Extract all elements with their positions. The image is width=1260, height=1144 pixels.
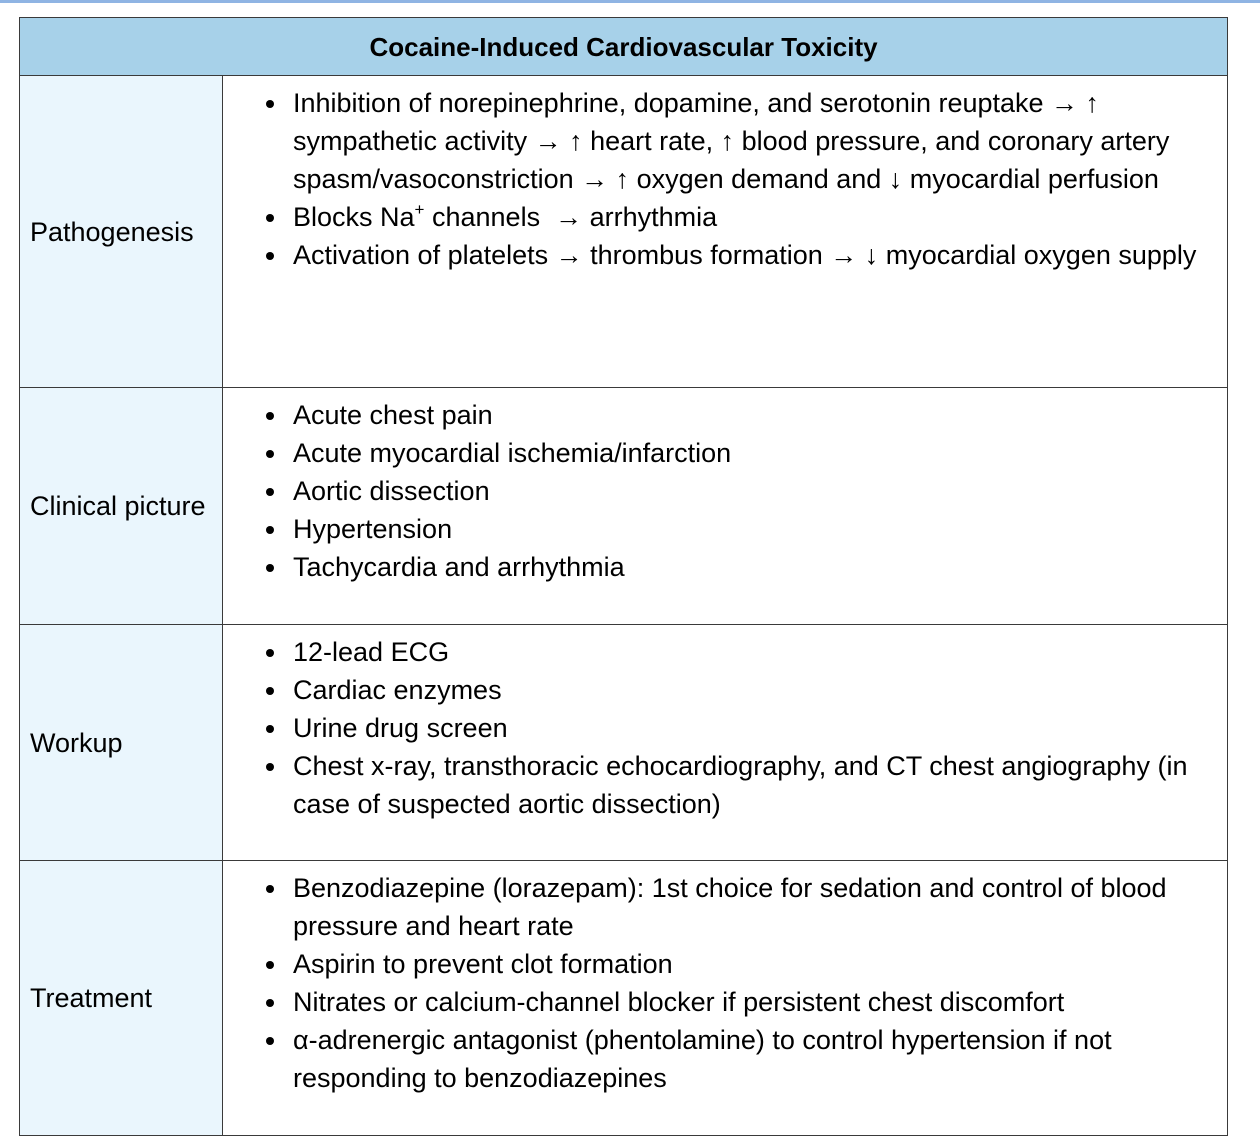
list-item-text: Blocks Na xyxy=(293,202,415,232)
list-item: Tachycardia and arrhythmia xyxy=(223,548,1207,586)
list-item: α-adrenergic antagonist (phentolamine) to control hypertension if not responding to benzodiazepines xyxy=(223,1021,1207,1097)
treatment-list xyxy=(223,869,1207,1097)
list-item-text: channels → arrhythmia xyxy=(424,202,718,232)
row-label-pathogenesis: Pathogenesis xyxy=(20,76,223,388)
list-item: Activation of platelets → thrombus formation → ↓ myocardial oxygen supply xyxy=(223,236,1207,274)
row-content-clinical-picture xyxy=(223,388,1228,625)
top-divider-line xyxy=(0,0,1260,3)
list-item xyxy=(223,198,1207,236)
row-content-treatment xyxy=(223,861,1228,1136)
row-treatment xyxy=(20,861,1228,1136)
pathogenesis-list xyxy=(223,84,1207,274)
list-item: Cardiac enzymes xyxy=(223,671,1207,709)
row-pathogenesis xyxy=(20,76,1228,388)
table-header-row xyxy=(20,18,1228,76)
list-item: 12-lead ECG xyxy=(223,633,1207,671)
list-item: Acute myocardial ischemia/infarction xyxy=(223,434,1207,472)
list-item: Benzodiazepine (lorazepam): 1st choice for sedation and control of blood pressure and heart rate xyxy=(223,869,1207,945)
list-item: Urine drug screen xyxy=(223,709,1207,747)
row-content-pathogenesis xyxy=(223,76,1228,388)
list-item: Inhibition of norepinephrine, dopamine, and serotonin reuptake → ↑ sympathetic activity → ↑ heart rate, ↑ blood pressure, and coronary artery spasm/vasoconstriction → ↑ oxygen demand and ↓ myocardial perfusion xyxy=(223,84,1207,198)
list-item: Aortic dissection xyxy=(223,472,1207,510)
list-item: Aspirin to prevent clot formation xyxy=(223,945,1207,983)
superscript-plus: + xyxy=(414,200,425,219)
row-clinical-picture xyxy=(20,388,1228,625)
row-workup xyxy=(20,625,1228,861)
list-item: Hypertension xyxy=(223,510,1207,548)
row-label-treatment: Treatment xyxy=(20,861,223,1136)
row-content-workup xyxy=(223,625,1228,861)
clinical-picture-list xyxy=(223,396,1207,586)
list-item: Chest x-ray, transthoracic echocardiography, and CT chest angiography (in case of suspected aortic dissection) xyxy=(223,747,1207,823)
list-item: Nitrates or calcium-channel blocker if persistent chest discomfort xyxy=(223,983,1207,1021)
table-title: Cocaine-Induced Cardiovascular Toxicity xyxy=(20,18,1228,76)
row-label-clinical-picture: Clinical picture xyxy=(20,388,223,625)
cocaine-toxicity-table xyxy=(19,17,1228,1136)
row-label-workup: Workup xyxy=(20,625,223,861)
workup-list xyxy=(223,633,1207,823)
list-item: Acute chest pain xyxy=(223,396,1207,434)
